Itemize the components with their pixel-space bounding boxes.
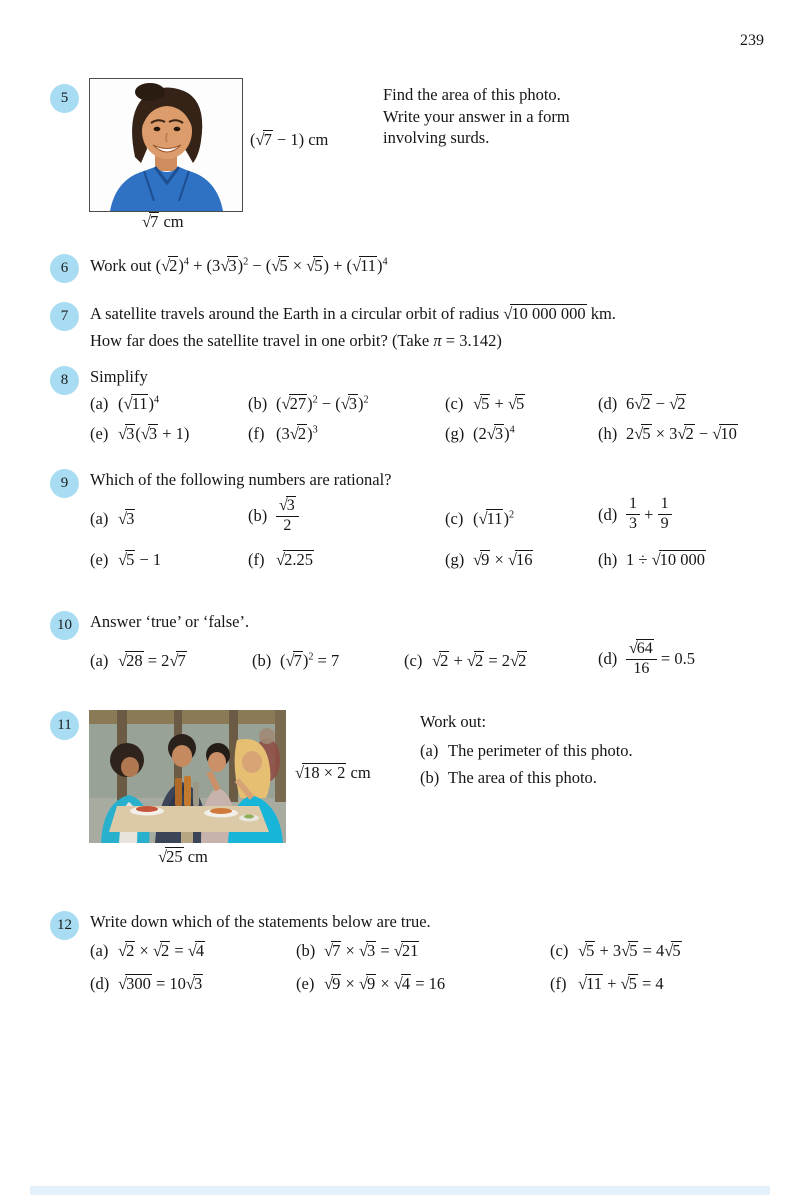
- item-math: √2.25: [276, 550, 313, 569]
- item-math: √5 − 1: [118, 550, 162, 569]
- q8-item-a: [90, 394, 159, 415]
- question-5-width-label: √7 cm: [142, 212, 184, 231]
- item-label: (d): [598, 649, 618, 669]
- item-math: √2 × √2 = √4: [118, 941, 205, 960]
- item-label: (d): [598, 505, 618, 525]
- item-label: (g): [445, 424, 465, 443]
- item-math: √9 × √16: [473, 550, 533, 569]
- prompt-line: involving surds.: [383, 128, 490, 147]
- item-label: (g): [445, 550, 465, 569]
- item-label: (a): [420, 741, 439, 760]
- q8-item-g: [445, 424, 515, 445]
- q12-item-b: [296, 941, 419, 962]
- q9-item-e: [90, 550, 161, 571]
- question-11-badge: 11: [50, 711, 79, 740]
- item-label: (b): [248, 506, 268, 526]
- question-7-line2: How far does the satellite travel in one orbit? (Take π = 3.142): [90, 331, 502, 350]
- item-label: (c): [445, 509, 464, 528]
- q8-item-h: [598, 424, 738, 445]
- item-math: √5 + √5: [473, 394, 525, 413]
- question-7-badge: 7: [50, 302, 79, 331]
- question-6-text: Work out $(√2)^4 + (3√3)^2 - (√5 \times √5) + (√11)^4$: [90, 256, 388, 275]
- item-label: (c): [445, 394, 464, 413]
- item-label: (d): [598, 394, 618, 413]
- item-label: (e): [296, 974, 315, 993]
- item-math: √3: [118, 509, 135, 528]
- item-math: √3(√3 + 1): [118, 424, 190, 443]
- q12-item-f: [550, 974, 664, 995]
- q9-item-b: [248, 498, 299, 537]
- item-label: (c): [550, 941, 569, 960]
- q9-item-c: [445, 509, 514, 530]
- q10-item-a: [90, 651, 187, 672]
- page-number: 239: [740, 32, 764, 49]
- question-7-line1: A satellite travels around the Earth in a circular orbit of radius √10 000 000 km.: [90, 304, 616, 323]
- item-label: (a): [90, 941, 109, 960]
- item-text: The area of this photo.: [448, 768, 597, 787]
- q9-item-f: [248, 550, 314, 571]
- q11-item-a: [420, 741, 633, 762]
- item-math: $(√11)^4$: [118, 394, 160, 413]
- item-math: 2√5 × 3√2 − √10: [626, 424, 737, 443]
- q9-item-h: [598, 550, 706, 571]
- q12-item-e: [296, 974, 445, 995]
- question-5-badge: 5: [50, 84, 79, 113]
- item-label: (b): [296, 941, 316, 960]
- question-11-height-label: √18 × 2 cm: [295, 763, 371, 782]
- item-math: √300 = 10√3: [118, 974, 203, 993]
- item-label: (f): [550, 974, 567, 993]
- cafe-group-illustration: [89, 710, 286, 843]
- item-label: (e): [90, 424, 109, 443]
- item-math: √11 + √5 = 4: [578, 974, 664, 993]
- question-10-badge: 10: [50, 611, 79, 640]
- q12-item-d: [90, 974, 203, 995]
- question-11-photo: [89, 710, 286, 843]
- question-8-title: Simplify: [90, 367, 148, 386]
- q10-item-b: [252, 651, 339, 672]
- question-12-title: Write down which of the statements below are true.: [90, 912, 431, 931]
- item-label: (h): [598, 550, 618, 569]
- question-9-badge: 9: [50, 469, 79, 498]
- item-label: (a): [90, 651, 109, 670]
- item-math: √9 × √9 × √4 = 16: [324, 974, 446, 993]
- question-6-badge: 6: [50, 254, 79, 283]
- q8-item-e: [90, 424, 189, 445]
- item-label: (b): [420, 768, 440, 787]
- item-label: (f): [248, 550, 265, 569]
- q10-item-c: [404, 651, 527, 672]
- q9-item-g: [445, 550, 533, 571]
- item-math: 1 ÷ √10 000: [626, 550, 705, 569]
- question-5-prompt: [383, 84, 570, 149]
- question-9-title: Which of the following numbers are rational?: [90, 470, 392, 489]
- item-math: $\frac{√64}{16}$ = 0.5: [626, 649, 695, 668]
- item-label: (a): [90, 394, 109, 413]
- q8-item-f: [248, 424, 318, 445]
- q8-item-d: [598, 394, 686, 415]
- item-label: (h): [598, 424, 618, 443]
- item-label: (b): [248, 394, 268, 413]
- question-11-width-label: √25 cm: [158, 847, 208, 866]
- item-math: $(√7)^2 = 7$: [280, 651, 340, 670]
- footer-accent-bar: [30, 1186, 770, 1195]
- item-math: $(√27)^2 - (√3)^2$: [276, 394, 369, 413]
- item-math: $(2√3)^4$: [473, 424, 515, 443]
- question-5-height-label: (√7 − 1) cm: [250, 130, 329, 149]
- item-label: (e): [90, 550, 109, 569]
- item-math: $(3√2)^3$: [276, 424, 318, 443]
- q12-item-a: [90, 941, 205, 962]
- question-12-badge: 12: [50, 911, 79, 940]
- question-5-photo: [89, 78, 243, 212]
- item-label: (f): [248, 424, 265, 443]
- item-math: $\frac{1}{3}$ + $\frac{1}{9}$: [626, 505, 672, 524]
- q9-item-a: [90, 509, 135, 530]
- item-math: $(√11)^2$: [473, 509, 515, 528]
- question-8-badge: 8: [50, 366, 79, 395]
- item-math: √7 × √3 = √21: [324, 941, 419, 960]
- q12-item-c: [550, 941, 682, 962]
- item-label: (d): [90, 974, 110, 993]
- question-10-title: Answer ‘true’ or ‘false’.: [90, 612, 250, 631]
- item-label: (c): [404, 651, 423, 670]
- q10-item-d: [598, 641, 695, 680]
- item-math: √5 + 3√5 = 4√5: [578, 941, 681, 960]
- q8-item-b: [248, 394, 369, 415]
- item-label: (a): [90, 509, 109, 528]
- q9-item-d: [598, 495, 672, 535]
- q8-item-c: [445, 394, 525, 415]
- item-math: √28 = 2√7: [118, 651, 186, 670]
- prompt-line: Write your answer in a form: [383, 106, 570, 126]
- item-math: 6√2 − √2: [626, 394, 686, 413]
- item-math: √2 + √2 = 2√2: [432, 651, 527, 670]
- question-11-prompt: Work out:: [420, 712, 487, 731]
- item-text: The perimeter of this photo.: [448, 741, 633, 760]
- woman-portrait-illustration: [90, 79, 242, 211]
- item-label: (b): [252, 651, 272, 670]
- item-math: $\frac{√3}{2}$: [276, 506, 299, 525]
- q11-item-b: [420, 768, 597, 789]
- prompt-line: Find the area of this photo.: [383, 85, 561, 104]
